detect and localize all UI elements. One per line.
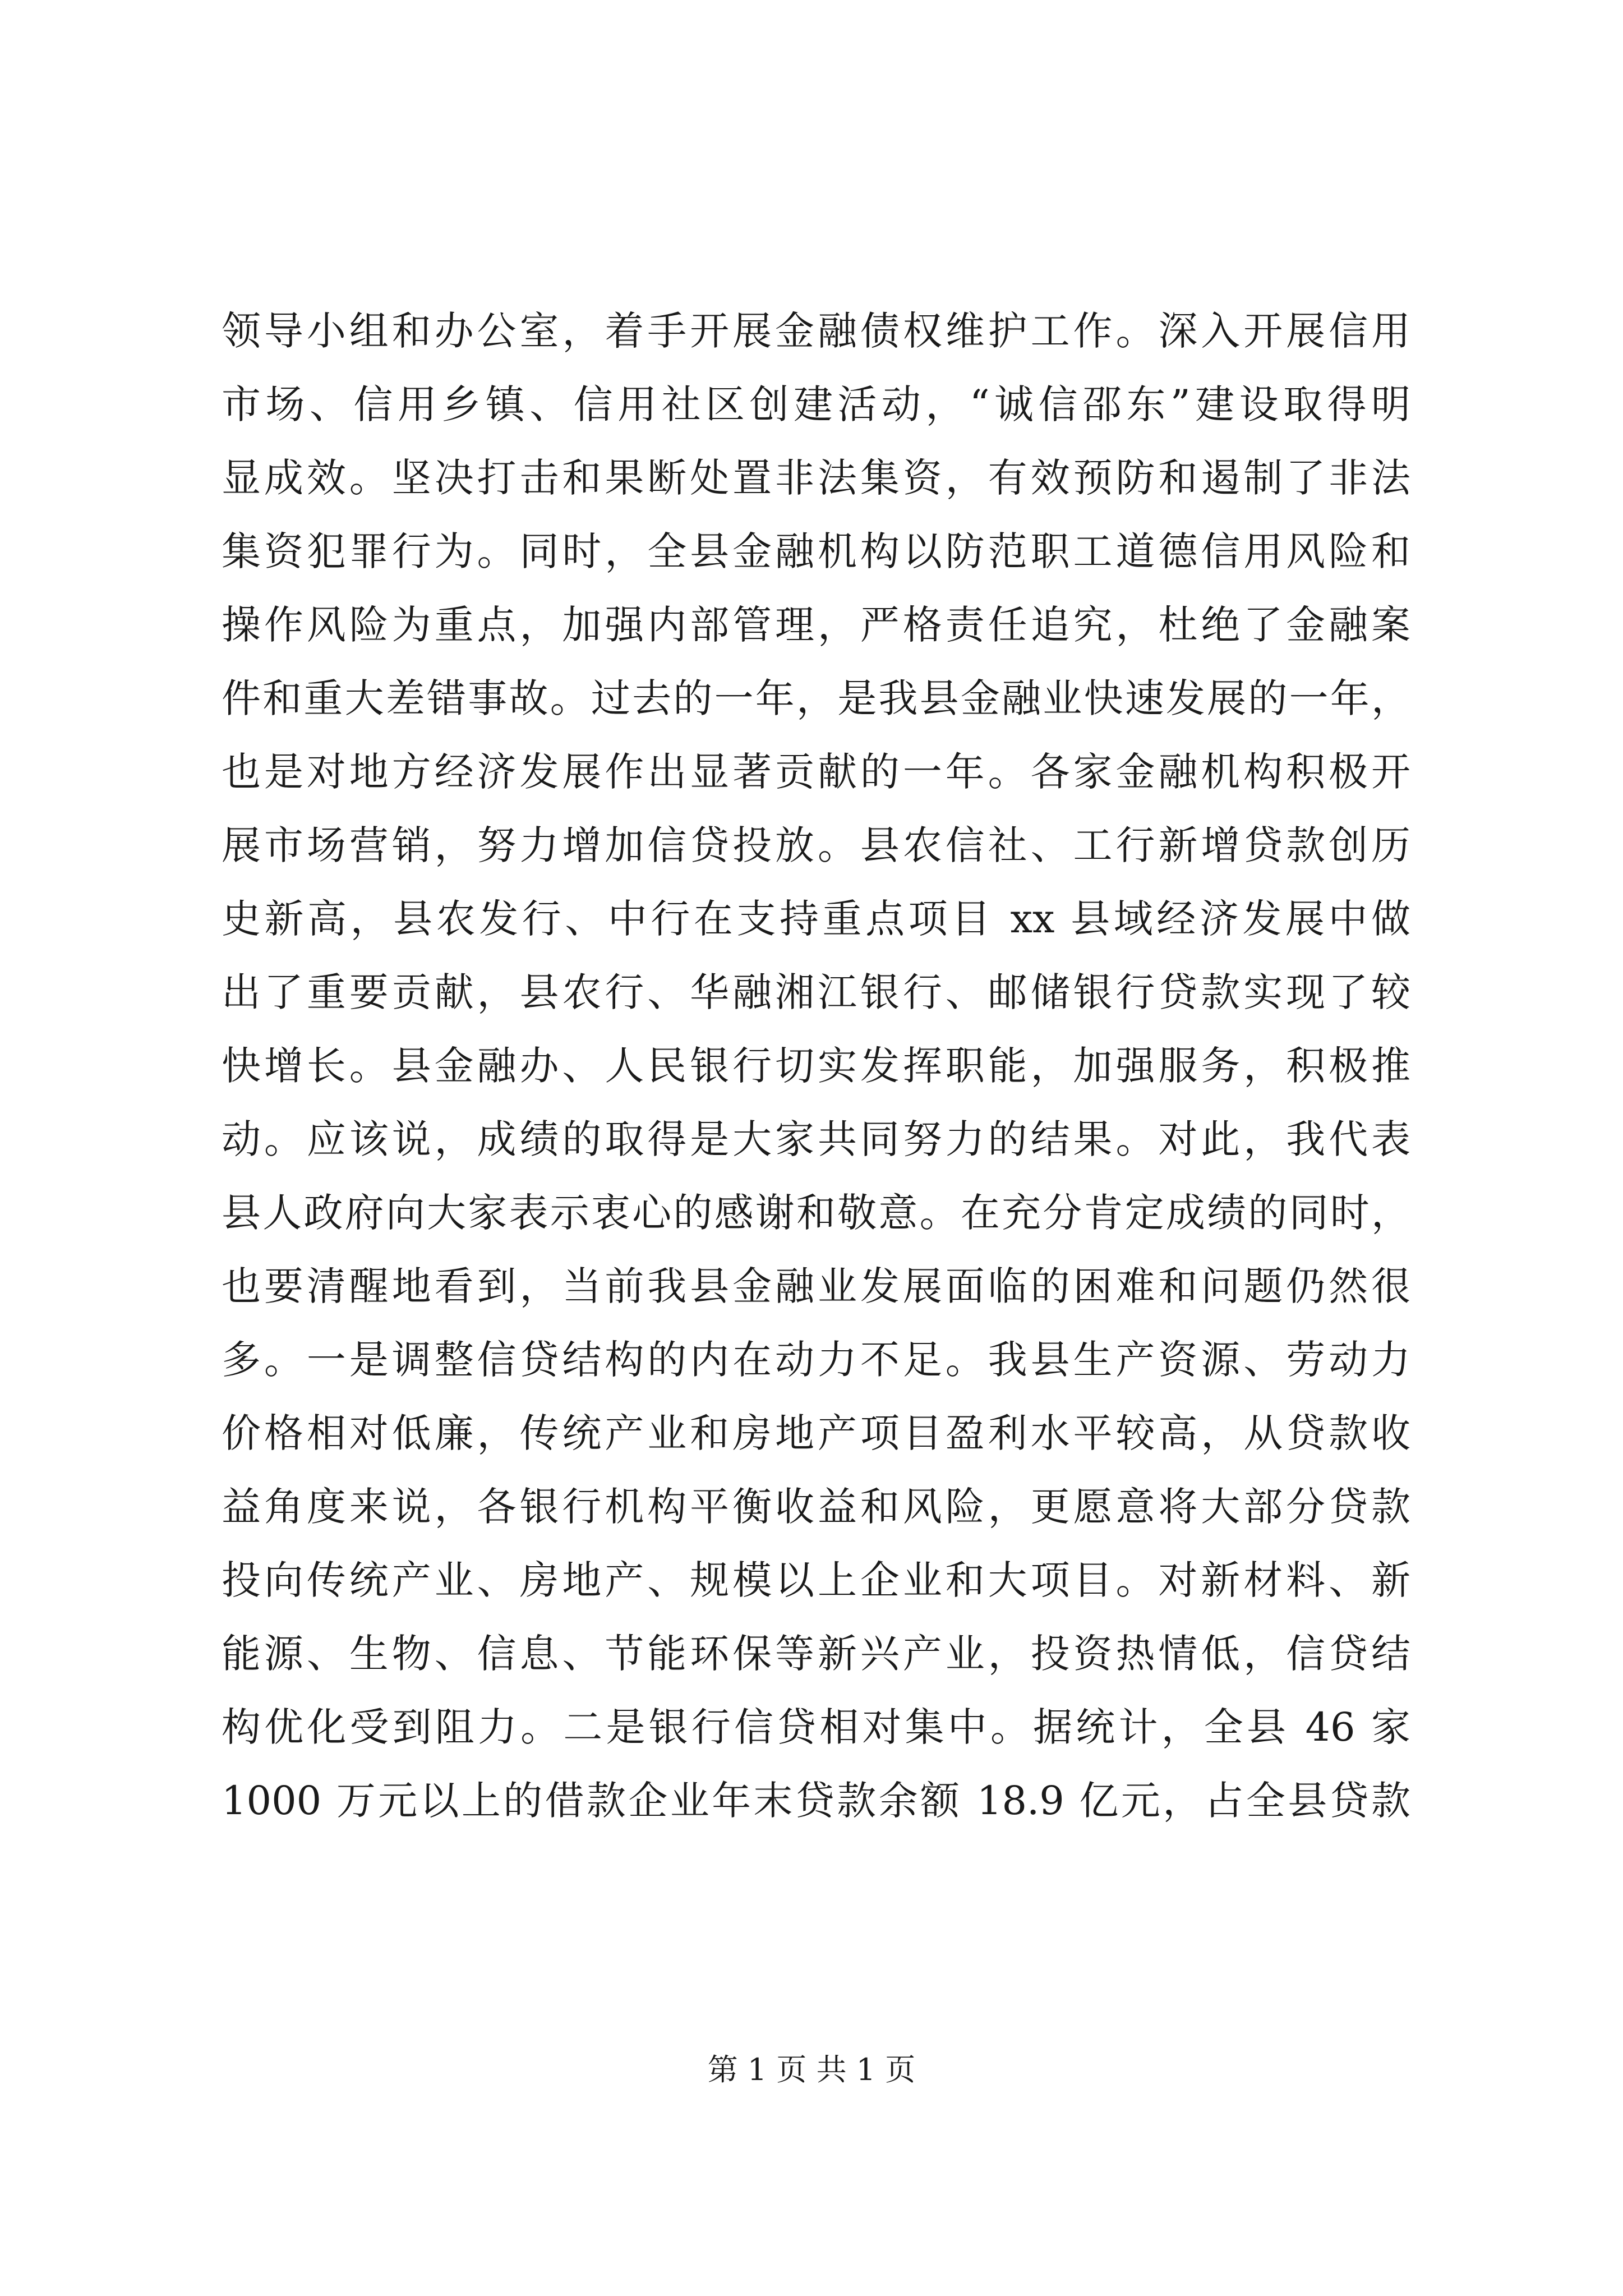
text-line: 显成效。坚决打击和果断处置非法集资，有效预防和遏制了非法	[222, 455, 1410, 501]
text-line: 也是对地方经济发展作出显著贡献的一年。各家金融机构积极开	[222, 749, 1410, 795]
text-line: 构优化受到阻力。二是银行信贷相对集中。据统计，全县 46 家	[222, 1704, 1410, 1750]
text-line: 多。一是调整信贷结构的内在动力不足。我县生产资源、劳动力	[222, 1337, 1410, 1383]
text-line: 快增长。县金融办、人民银行切实发挥职能，加强服务，积极推	[222, 1043, 1410, 1089]
text-line: 动。应该说，成绩的取得是大家共同努力的结果。对此，我代表	[222, 1116, 1410, 1162]
text-line: 县人政府向大家表示衷心的感谢和敬意。在充分肯定成绩的同时，	[222, 1190, 1410, 1236]
text-line: 益角度来说，各银行机构平衡收益和风险，更愿意将大部分贷款	[222, 1484, 1410, 1530]
text-line: 操作风险为重点，加强内部管理，严格责任追究，杜绝了金融案	[222, 602, 1410, 648]
text-line: 能源、生物、信息、节能环保等新兴产业，投资热情低，信贷结	[222, 1631, 1410, 1677]
text-line: 领导小组和办公室，着手开展金融债权维护工作。深入开展信用	[222, 308, 1410, 354]
text-line: 市场、信用乡镇、信用社区创建活动，“诚信邵东”建设取得明	[222, 381, 1410, 427]
text-line: 集资犯罪行为。同时，全县金融机构以防范职工道德信用风险和	[222, 528, 1410, 574]
text-line: 史新高，县农发行、中行在支持重点项目 xx 县域经济发展中做	[222, 896, 1410, 942]
text-line: 1000 万元以上的借款企业年末贷款余额 18.9 亿元，占全县贷款	[222, 1778, 1410, 1824]
text-line: 投向传统产业、房地产、规模以上企业和大项目。对新材料、新	[222, 1557, 1410, 1603]
body-text	[222, 295, 1410, 1838]
text-line: 价格相对低廉，传统产业和房地产项目盈利水平较高，从贷款收	[222, 1410, 1410, 1456]
text-line: 件和重大差错事故。过去的一年，是我县金融业快速发展的一年，	[222, 675, 1410, 721]
text-line: 出了重要贡献，县农行、华融湘江银行、邮储银行贷款实现了较	[222, 969, 1410, 1015]
page-footer: 第 1 页 共 1 页	[707, 2052, 916, 2087]
text-line: 展市场营销，努力增加信贷投放。县农信社、工行新增贷款创历	[222, 822, 1410, 868]
text-line: 也要清醒地看到，当前我县金融业发展面临的困难和问题仍然很	[222, 1263, 1410, 1309]
